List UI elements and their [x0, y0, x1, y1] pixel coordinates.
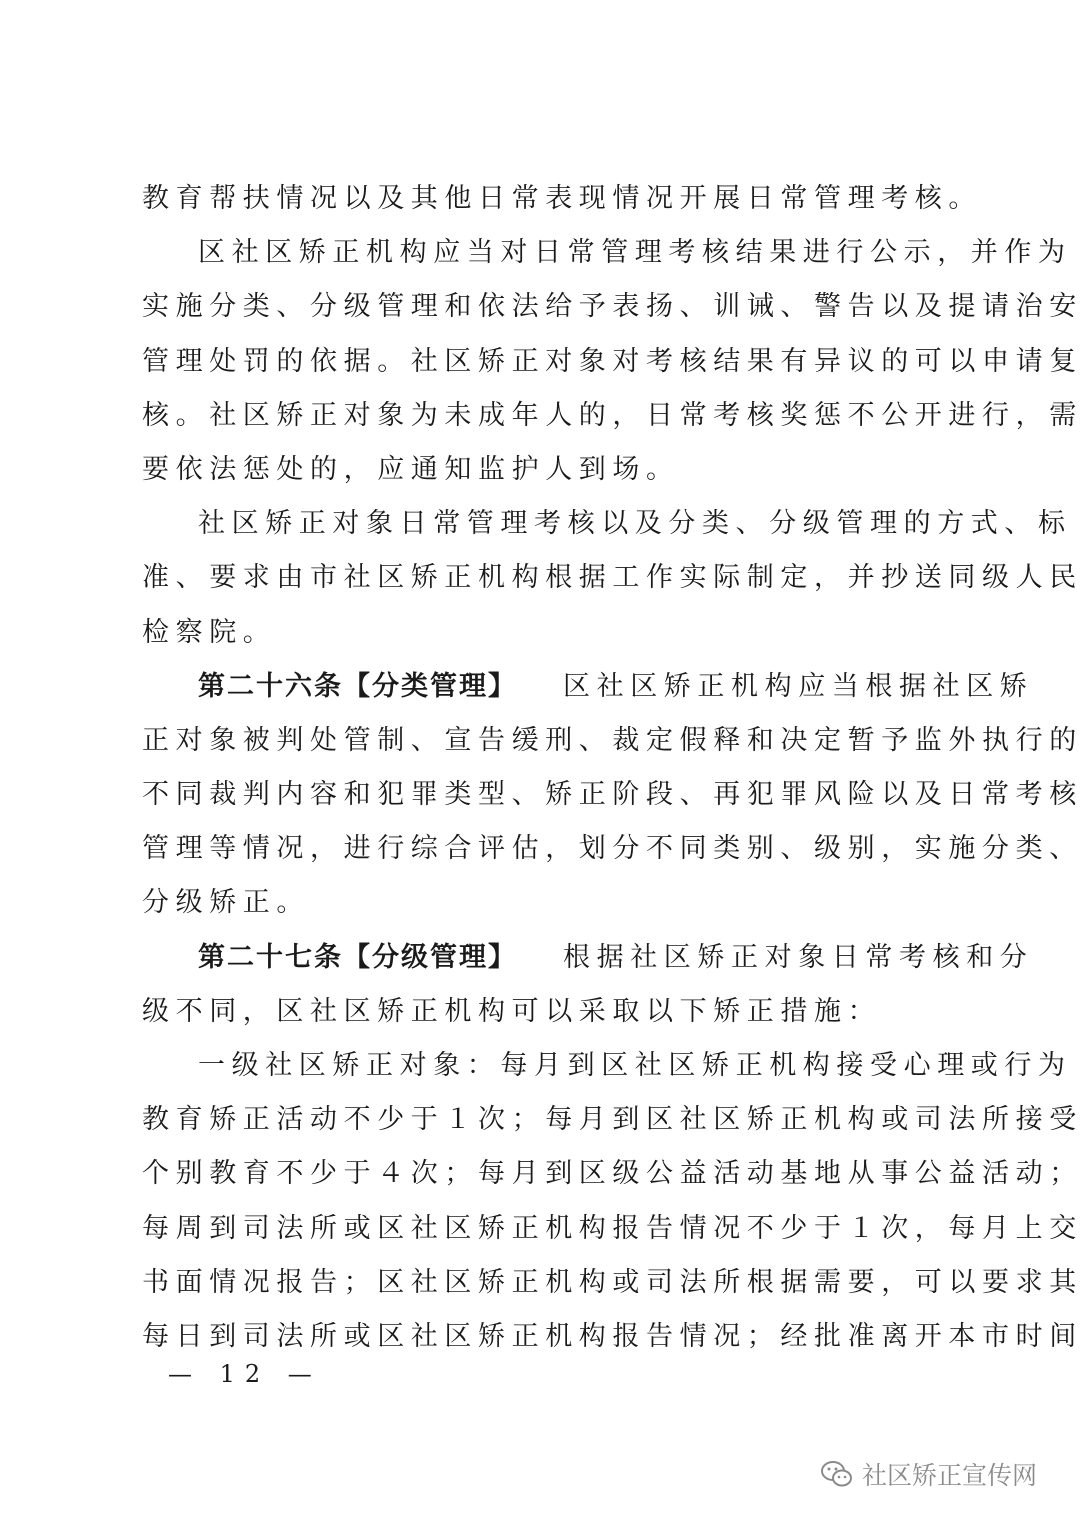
- text-line: 核。社区矫正对象为未成年人的，日常考核奖惩不公开进行，需: [142, 399, 1083, 431]
- text-line: 正对象被判处管制、宣告缓刑、裁定假释和决定暂予监外执行的: [142, 724, 1083, 756]
- document-body: [142, 172, 1083, 1364]
- text-line: 每周到司法所或区社区矫正机构报告情况不少于１次，每月上交: [142, 1212, 1083, 1244]
- text-line: 实施分类、分级管理和依法给予表扬、训诫、警告以及提请治安: [142, 291, 1083, 323]
- watermark-text: 社区矫正宣传网: [862, 1461, 1038, 1490]
- article-heading: 第二十七条【分级管理】: [198, 941, 517, 973]
- text-line: 要依法惩处的，应通知监护人到场。: [142, 453, 680, 485]
- text-line: 检察院。: [142, 616, 277, 648]
- text-line: 教育帮扶情况以及其他日常表现情况开展日常管理考核。: [142, 183, 982, 214]
- text-line: 区社区矫正机构应当根据社区矫: [563, 670, 1034, 702]
- article-27-first-line: [142, 931, 1034, 985]
- text-line: 书面情况报告；区社区矫正机构或司法所根据需要，可以要求其: [142, 1266, 1083, 1298]
- wechat-icon: [820, 1459, 854, 1489]
- article-heading: 第二十六条【分类管理】: [198, 670, 517, 702]
- text-line: 一级社区矫正对象：每月到区社区矫正机构接受心理或行为: [198, 1050, 1072, 1081]
- text-line: 个别教育不少于４次；每月到区级公益活动基地从事公益活动；: [142, 1158, 1083, 1190]
- page-number: — 12 —: [168, 1360, 322, 1388]
- text-line: 根据社区矫正对象日常考核和分: [563, 941, 1034, 973]
- text-line: 准、要求由市社区矫正机构根据工作实际制定，并抄送同级人民: [142, 562, 1083, 594]
- text-line: 不同裁判内容和犯罪类型、矫正阶段、再犯罪风险以及日常考核: [142, 779, 1083, 811]
- text-line: 每日到司法所或区社区矫正机构报告情况；经批准离开本市时间: [142, 1320, 1083, 1352]
- article-26-first-line: [142, 660, 1034, 714]
- text-line: 教育矫正活动不少于１次；每月到区社区矫正机构或司法所接受: [142, 1104, 1083, 1136]
- text-line: 社区矫正对象日常管理考核以及分类、分级管理的方式、标: [198, 508, 1072, 540]
- text-line: 分级矫正。: [142, 887, 310, 919]
- text-line: 管理处罚的依据。社区矫正对象对考核结果有异议的可以申请复: [142, 345, 1083, 377]
- text-line: 管理等情况，进行综合评估，划分不同类别、级别，实施分类、: [142, 833, 1083, 865]
- text-line: 区社区矫正机构应当对日常管理考核结果进行公示，并作为: [198, 237, 1072, 269]
- text-line: 级不同，区社区矫正机构可以采取以下矫正措施：: [142, 995, 882, 1027]
- watermark: [820, 1456, 1037, 1492]
